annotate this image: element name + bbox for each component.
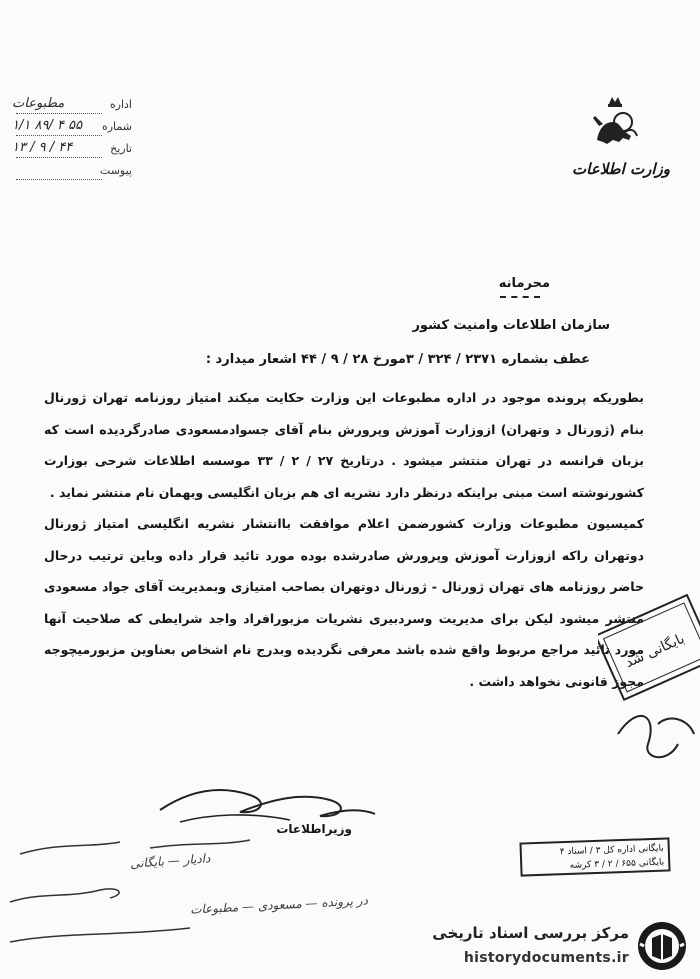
form-value-date: ۴۴ / ۹ / ۱۳ bbox=[12, 140, 73, 155]
letterhead-form-fields bbox=[12, 96, 132, 184]
classification-underline bbox=[500, 296, 540, 298]
received-stamp-text: بایگانی شد bbox=[622, 630, 688, 672]
reference-line: عطف بشماره ۲۳۷۱ / ۳۲۴ / ۳مورخ ۲۸ / ۹ / ۴۴ اشعار میدارد : bbox=[205, 352, 590, 367]
form-value-office: مطبوعات bbox=[12, 96, 65, 111]
archive-stamp-line: بایگانی ۶۵۵ / ۲ / ۳ کرشه bbox=[569, 857, 665, 871]
body-paragraph: کمیسیون مطبوعات وزارت کشورضمن اعلام موافقت باانتشار نشریه انگلیسی امتیاز ژورنال دوتهران راکه ازوزارت آموزش وپرورش صادرشده بوده مورد تائید قرار داده وباین ترتیب درحال حاضر روزنامه های تهران ژورنال - ژورنال دوتهران بصاحب امتیازی وبمدیریت آقای جواد مسعودی منتشر میشود لیکن برای مدیریت وسردبیری نشریات مزبورافراد واجد شرایطی که صلاحیت آنها مورد تائید مراجع مربوط واقع شده باشد معرفی نگردیده وبدرج نام اشخاص بعناوین مزبورمیچوجه مجوز قانونی نخواهد داشت . bbox=[44, 516, 644, 689]
received-stamp bbox=[598, 594, 700, 794]
handwritten-note: دادیار — بایگانی bbox=[129, 851, 211, 871]
form-label-attachment: پیوست bbox=[99, 164, 132, 177]
archive-stamp-line: بایگانی اداره کل ۳ / اسناد ۴ bbox=[559, 843, 664, 858]
form-row-office bbox=[12, 96, 132, 118]
archive-stamp bbox=[519, 837, 670, 876]
classification-label: محرمانه bbox=[498, 276, 550, 291]
handwritten-note: در پرونده — مسعودی — مطبوعات bbox=[189, 893, 369, 917]
documents-center-logo-icon bbox=[636, 920, 688, 972]
ministry-name: وزارت اطلاعات bbox=[572, 160, 670, 178]
signatory-title: وزیراطلاعات bbox=[276, 822, 352, 836]
handwritten-notes bbox=[0, 812, 369, 972]
form-value-number: ۵۵ ۴ /۸۹ ۱/۱ bbox=[12, 118, 83, 133]
form-row-attachment bbox=[12, 162, 132, 184]
form-label-date: تاریخ bbox=[110, 142, 132, 155]
form-row-date bbox=[12, 140, 132, 162]
lion-and-sun-emblem-icon bbox=[585, 92, 645, 152]
form-label-number: شماره bbox=[101, 120, 132, 133]
recipient: سازمان اطلاعات وامنیت کشور bbox=[412, 318, 610, 333]
letter-body bbox=[44, 382, 644, 697]
watermark bbox=[410, 918, 695, 976]
watermark-title: مرکز بررسی اسناد تاریخی bbox=[432, 924, 629, 942]
watermark-site: historydocuments.ir bbox=[463, 950, 629, 966]
body-paragraph: بطوریکه پرونده موجود در اداره مطبوعات این وزارت حکایت میکند امتیاز روزنامه تهران ژورنال بنام (ژورنال د وتهران) ازوزارت آموزش وپرورش بنام آقای جسوادمسعودی صادرگردیده است که بزبان فرانسه در تهران منتشر میشود . درتاریخ ۲۷ / ۲ / ۳۳ موسسه اطلاعات شرحی بوزارت کشورنوشته است مبنی براینکه درنظر دارد نشریه ای هم بزبان انگلیسی وبهمان نام منتشر نماید . bbox=[44, 390, 644, 500]
form-row-number bbox=[12, 118, 132, 140]
form-label-office: اداره bbox=[109, 98, 132, 111]
